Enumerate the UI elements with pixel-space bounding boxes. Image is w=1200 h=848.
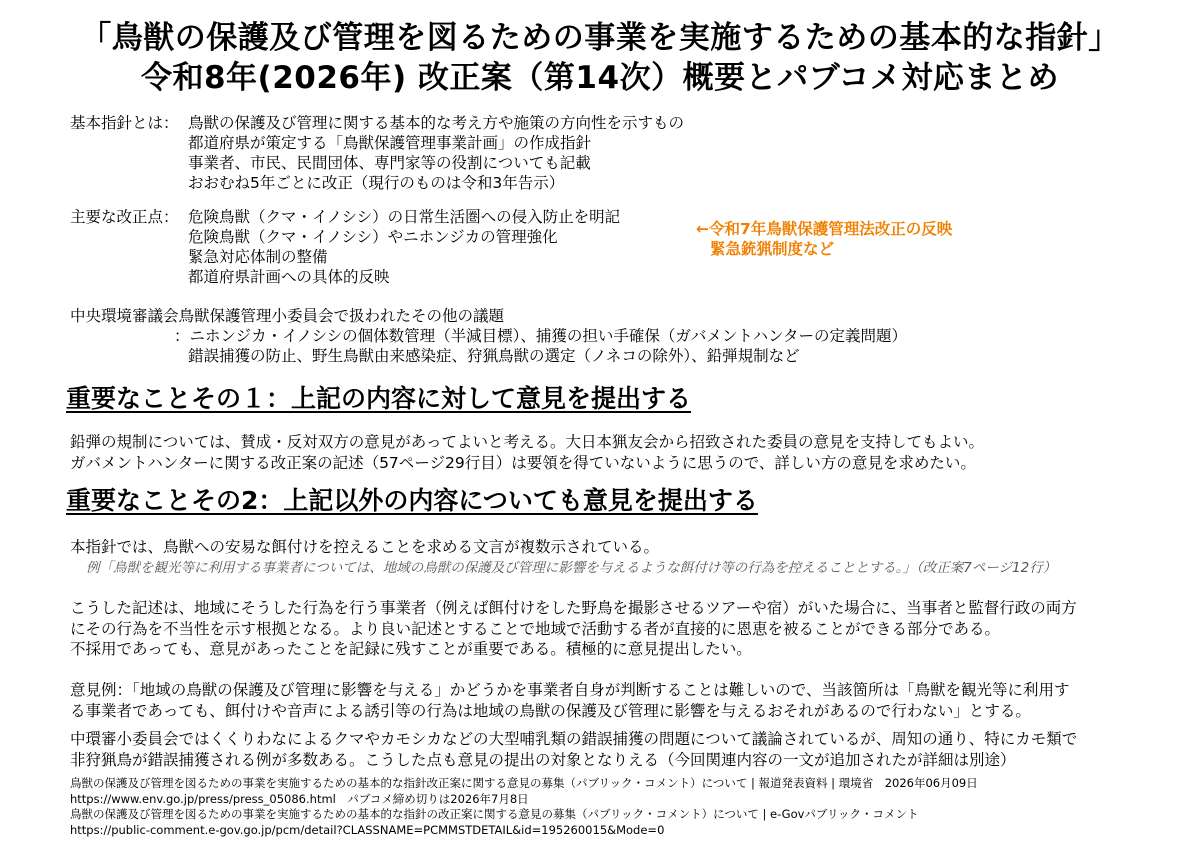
section1-heading: 重要なことその１：上記の内容に対して意見を提出する [66, 384, 692, 413]
bycatch-line: 中環審小委員会ではくくりわなによるクマやカモシカなどの大型哺乳類の錯誤捕獲の問題について議論されているが、周知の通り、特にカモ類で [70, 730, 1078, 748]
basic-guideline-line: おおむね5年ごとに改正（現行のものは令和3年告示） [188, 174, 565, 192]
council-topics-block [70, 306, 907, 366]
section2-para-line: 不採用であっても、意見があったことを記録に残すことが重要である。積極的に意見提出したい。 [70, 640, 752, 658]
section2-example: 例「鳥獣を観光等に利用する事業者については、地域の鳥獣の保護及び管理に影響を与えるような餌付け等の行為を控えることとする。」（改正案7ページ12行） [86, 559, 1057, 576]
opinion-line: る事業者であっても、餌付けや音声による誘引等の行為は地域の鳥獣の保護及び管理に影響を与えるおそれがあるので行わない」とする。 [70, 701, 1031, 720]
revision-line: 緊急対応体制の整備 [188, 248, 328, 266]
revision-line: 都道府県計画への具体的反映 [188, 268, 390, 286]
section2-paragraph [70, 598, 1077, 660]
revision-note-line: ←令和7年鳥獣保護管理法改正の反映 [696, 220, 953, 238]
basic-guideline-line: 都道府県が策定する「鳥獣保護管理事業計画」の作成指針 [188, 134, 592, 152]
reference-line: 鳥獣の保護及び管理を図るための事業を実施するための基本的な指針の改正案に関する意見の募集（パブリック・コメント）について | e-Govパブリック・コメント [70, 807, 919, 821]
section2-para-line: にその行為を不当性を示す根拠となる。より良い記述とすることで地域で活動する者が直接的に恩恵を被ることができる部分である。 [70, 619, 1001, 638]
bycatch-line: 非狩猟鳥が錯誤捕獲される例が多数ある。こうした点も意見の提出の対象となりえる（今回関連内容の一文が追加されたが詳細は別途） [70, 750, 1016, 769]
revision-note [696, 219, 952, 259]
revision-line: 危険鳥獣（クマ・イノシシ）やニホンジカの管理強化 [188, 228, 558, 246]
reference-url[interactable]: https://www.env.go.jp/press/press_05086.html パブコメ締め切りは2026年7月8日 [70, 791, 529, 806]
bycatch-paragraph [70, 729, 1077, 770]
section1-line: ガバメントハンターに関する改正案の記述（57ページ29行目）は要領を得ていないように思うので、詳しい方の意見を求めたい。 [70, 453, 976, 472]
basic-guideline-line: 事業者、市民、民間団体、専門家等の役割についても記載 [188, 154, 591, 172]
main-revisions-label: 主要な改正点： [70, 208, 179, 226]
references [70, 776, 978, 838]
section1-line: 鉛弾の規制については、賛成・反対双方の意見があってよいと考える。大日本猟友会から招致された委員の意見を支持してもよい。 [70, 433, 985, 451]
reference-url[interactable]: https://public-comment.e-gov.go.jp/pcm/detail?CLASSNAME=PCMMSTDETAIL&id=195260015&Mode=0 [70, 822, 665, 837]
opinion-example [70, 680, 1069, 721]
section1-body [70, 432, 984, 473]
section2-intro: 本指針では、鳥獣への安易な餌付けを控えることを求める文言が複数示されている。 [70, 538, 660, 556]
section2-intro-block [70, 537, 1056, 578]
revision-note-line: 緊急銃猟制度など [710, 240, 835, 258]
page-title: 「鳥獣の保護及び管理を図るための事業を実施するための基本的な指針」 [80, 20, 1120, 56]
page-subtitle: 令和8年(2026年) 改正案（第14次）概要とパブコメ対応まとめ [140, 60, 1060, 96]
basic-guideline-label: 基本指針とは： [70, 114, 179, 132]
section2-heading: 重要なことその2：上記以外の内容についても意見を提出する [66, 486, 758, 515]
council-line: ：ニホンジカ・イノシシの個体数管理（半減目標）、捕獲の担い手確保（ガバメントハンターの定義問題） [174, 327, 907, 345]
basic-guideline-block [70, 113, 684, 193]
opinion-line: 意見例：「地域の鳥獣の保護及び管理に影響を与える」かどうかを事業者自身が判断することは難しいので、当該箇所は「鳥獣を観光等に利用す [70, 681, 1070, 699]
reference-line: 鳥獣の保護及び管理を図るための事業を実施するための基本的な指針改正案に関する意見の募集（パブリック・コメント）について | 報道発表資料 | 環境省 2026年06月09日 [70, 776, 978, 790]
section2-para-line: こうした記述は、地域にそうした行為を行う事業者（例えば餌付けをした野鳥を撮影させるツアーや宿）がいた場合に、当事者と監督行政の両方 [70, 599, 1077, 617]
basic-guideline-line: 鳥獣の保護及び管理に関する基本的な考え方や施策の方向性を示すもの [188, 114, 685, 132]
revision-line: 危険鳥獣（クマ・イノシシ）の日常生活圏への侵入防止を明記 [188, 208, 621, 226]
council-heading: 中央環境審議会鳥獣保護管理小委員会で扱われたその他の議題 [70, 307, 505, 325]
council-line: 錯誤捕獲の防止、野生鳥獣由来感染症、狩猟鳥獣の選定（ノネコの除外）、鉛弾規制など [188, 347, 800, 365]
main-revisions-block [70, 207, 620, 287]
